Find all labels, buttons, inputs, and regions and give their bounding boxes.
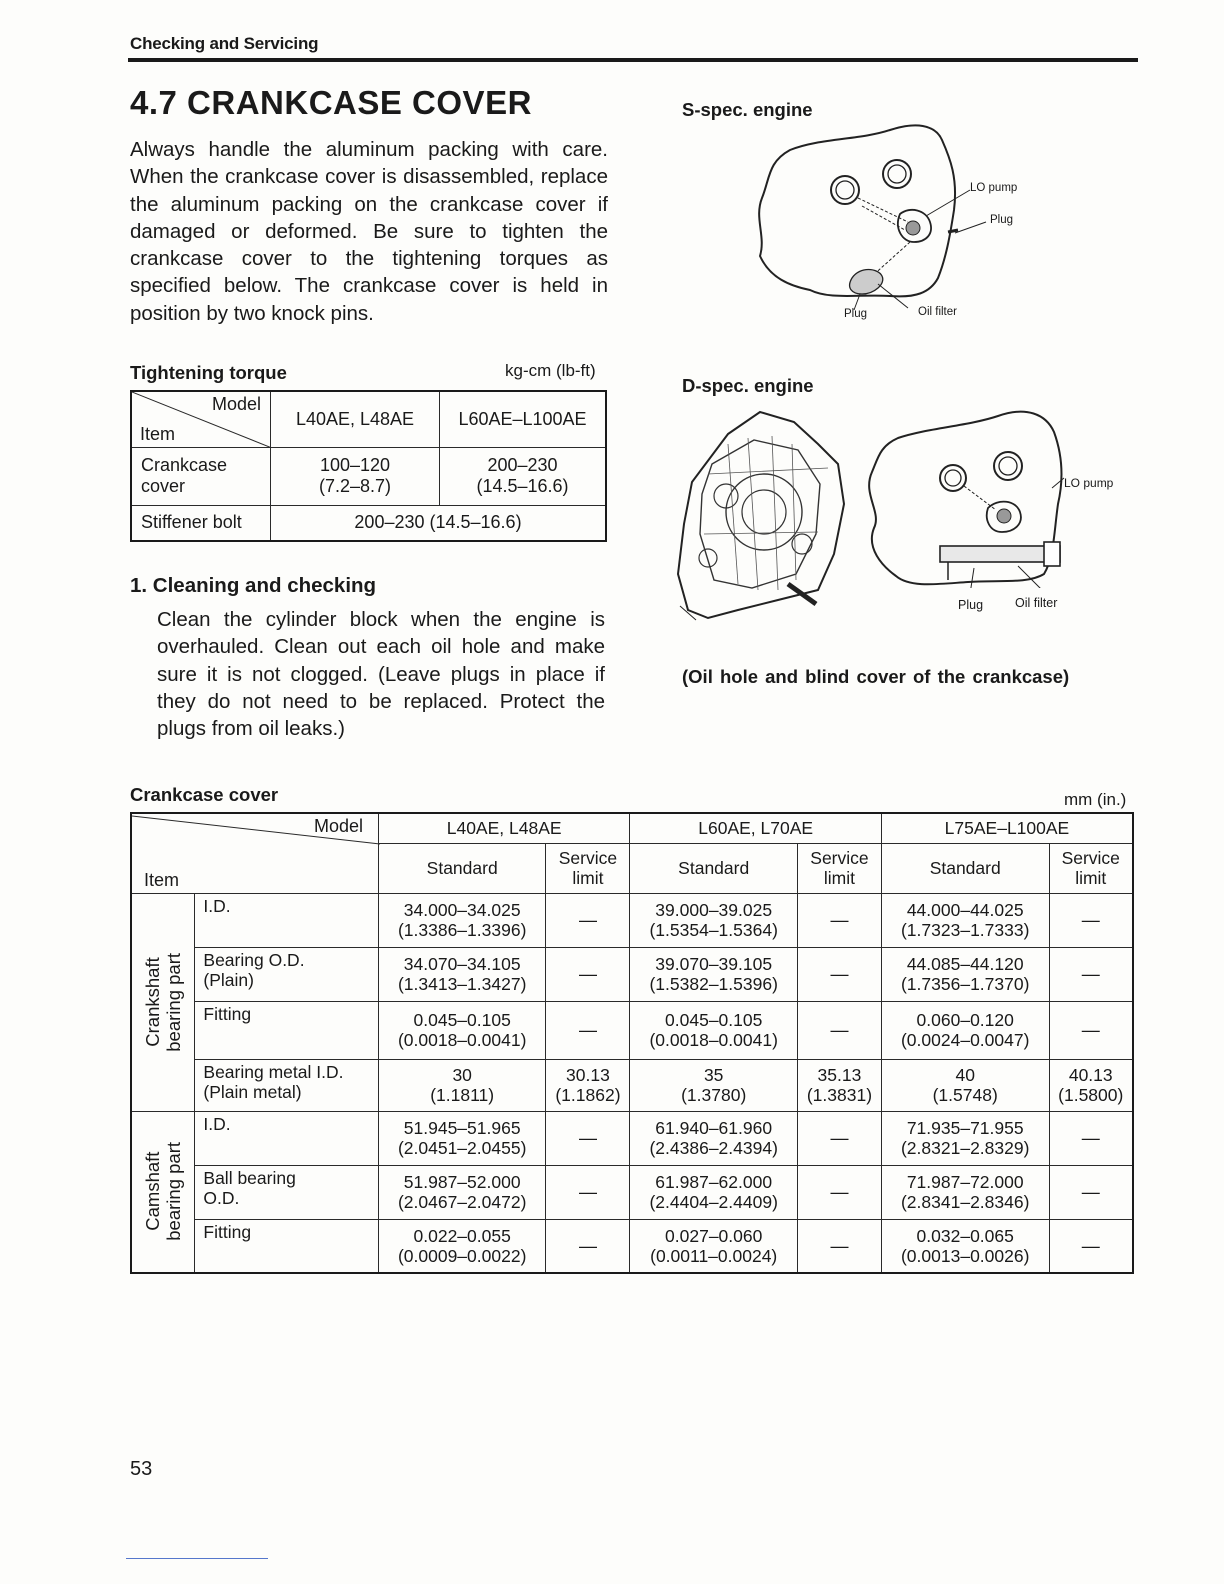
- service-limit-value: —: [797, 1111, 881, 1165]
- d-oil-filter-label: Oil filter: [1015, 596, 1058, 610]
- table-row: [131, 447, 606, 505]
- table-cell: 100–120 (7.2–8.7): [271, 447, 440, 505]
- standard-value: 0.022–0.055 (0.0009–0.0022): [378, 1219, 546, 1273]
- torque-table-title: Tightening torque: [130, 362, 287, 383]
- service-limit-header: Service limit: [1049, 843, 1133, 893]
- service-limit-value: —: [1049, 947, 1133, 1001]
- service-limit-value: —: [1049, 1165, 1133, 1219]
- service-limit-value: —: [546, 1111, 630, 1165]
- standard-value: 44.000–44.025 (1.7323–1.7333): [881, 893, 1049, 947]
- standard-value: 34.070–34.105 (1.3413–1.3427): [378, 947, 546, 1001]
- service-limit-value: —: [797, 1219, 881, 1273]
- standard-value: 51.945–51.965 (2.0451–2.0455): [378, 1111, 546, 1165]
- standard-value: 44.085–44.120 (1.7356–1.7370): [881, 947, 1049, 1001]
- cleaning-heading: 1. Cleaning and checking: [130, 574, 377, 597]
- section-title: 4.7 CRANKCASE COVER: [130, 84, 532, 121]
- service-limit-value: —: [1049, 1111, 1133, 1165]
- model-header-3: L75AE–L100AE: [881, 813, 1133, 843]
- service-limit-value: —: [546, 1001, 630, 1059]
- intro-paragraph: Always handle the aluminum packing with care. When the crankcase cover is disassembled, replace the aluminum packing on the crankcase cover if damaged or deformed. Be sure to tighten the crankcase cover to the tightening torques as specified below. The crankcase cover is held in position by two knock pins.: [130, 138, 608, 325]
- cover-table-units: mm (in.): [1064, 790, 1127, 809]
- corner-item-label: Item: [144, 870, 180, 890]
- running-header: Checking and Servicing: [130, 34, 319, 53]
- d-spec-title: D-spec. engine: [682, 375, 814, 396]
- row-label: Bearing metal I.D. (Plain metal): [195, 1059, 378, 1111]
- service-limit-header: Service limit: [797, 843, 881, 893]
- s-oil-filter-label: Oil filter: [918, 306, 957, 318]
- row-group-label: Crankshaft bearing part: [131, 893, 195, 1111]
- header-rule: [128, 58, 1138, 62]
- cover-table-title: Crankcase cover: [130, 784, 279, 805]
- row-label: Bearing O.D. (Plain): [195, 947, 378, 1001]
- standard-header: Standard: [881, 843, 1049, 893]
- cover-table-body: [131, 893, 1133, 1273]
- row-label: Crankcase cover: [131, 447, 271, 505]
- model-header-1: L40AE, L48AE: [378, 813, 630, 843]
- table-row: [131, 1219, 1133, 1273]
- corner-item-label: Item: [140, 424, 176, 444]
- service-limit-value: —: [1049, 1001, 1133, 1059]
- standard-value: 30 (1.1811): [378, 1059, 546, 1111]
- standard-header: Standard: [378, 843, 546, 893]
- figure-caption: (Oil hole and blind cover of the crankcase): [682, 666, 1070, 687]
- s-plug-label: Plug: [990, 214, 1014, 226]
- model-header-2: L60AE, L70AE: [630, 813, 882, 843]
- service-limit-value: —: [546, 947, 630, 1001]
- footer-line: [126, 1558, 268, 1559]
- standard-value: 34.000–34.025 (1.3386–1.3396): [378, 893, 546, 947]
- standard-value: 39.070–39.105 (1.5382–1.5396): [630, 947, 798, 1001]
- cover-table-corner: [131, 813, 378, 893]
- standard-value: 39.000–39.025 (1.5354–1.5364): [630, 893, 798, 947]
- page-number: 53: [130, 1458, 153, 1480]
- table-row: [131, 505, 606, 541]
- row-label: Ball bearing O.D.: [195, 1165, 378, 1219]
- service-limit-value: —: [797, 1001, 881, 1059]
- s-spec-diagram: [750, 118, 1020, 328]
- d-plug-label: Plug: [958, 598, 984, 612]
- row-label: Fitting: [195, 1001, 378, 1059]
- row-label: I.D.: [195, 893, 378, 947]
- service-limit-value: —: [797, 947, 881, 1001]
- standard-value: 71.935–71.955 (2.8321–2.8329): [881, 1111, 1049, 1165]
- table-row: [131, 893, 1133, 947]
- corner-model-label: Model: [314, 816, 364, 836]
- service-limit-header: Service limit: [546, 843, 630, 893]
- standard-value: 61.987–62.000 (2.4404–2.4409): [630, 1165, 798, 1219]
- row-group-label: Camshaft bearing part: [131, 1111, 195, 1273]
- torque-col-header-1: L40AE, L48AE: [271, 391, 440, 447]
- standard-value: 0.060–0.120 (0.0024–0.0047): [881, 1001, 1049, 1059]
- standard-value: 35 (1.3780): [630, 1059, 798, 1111]
- service-limit-value: —: [1049, 1219, 1133, 1273]
- corner-model-label: Model: [212, 394, 262, 414]
- service-limit-value: —: [1049, 893, 1133, 947]
- standard-value: 0.027–0.060 (0.0011–0.0024): [630, 1219, 798, 1273]
- table-row: [131, 1001, 1133, 1059]
- table-row: [131, 1165, 1133, 1219]
- standard-value: 71.987–72.000 (2.8341–2.8346): [881, 1165, 1049, 1219]
- crankcase-cover-table: [130, 812, 1134, 1274]
- service-limit-value: —: [546, 1165, 630, 1219]
- row-label: Stiffener bolt: [131, 505, 271, 541]
- table-row: [131, 1111, 1133, 1165]
- d-spec-cover-diagram: [858, 408, 1068, 588]
- standard-value: 61.940–61.960 (2.4386–2.4394): [630, 1111, 798, 1165]
- service-limit-value: 35.13 (1.3831): [797, 1059, 881, 1111]
- d-spec-housing-drawing: [668, 404, 868, 632]
- standard-value: 0.045–0.105 (0.0018–0.0041): [630, 1001, 798, 1059]
- d-lo-pump-label: LO pump: [1064, 476, 1114, 490]
- standard-value: 0.032–0.065 (0.0013–0.0026): [881, 1219, 1049, 1273]
- row-label: Fitting: [195, 1219, 378, 1273]
- service-limit-value: —: [546, 1219, 630, 1273]
- torque-table: [130, 390, 607, 542]
- torque-table-corner: [131, 391, 271, 447]
- standard-header: Standard: [630, 843, 798, 893]
- service-limit-value: 30.13 (1.1862): [546, 1059, 630, 1111]
- service-limit-value: —: [797, 893, 881, 947]
- service-limit-value: —: [797, 1165, 881, 1219]
- cleaning-paragraph: Clean the cylinder block when the engine is overhauled. Clean out each oil hole and make sure it is not clogged. (Leave plugs in place if they do not need to be replaced. Protect the plugs from oil leaks.): [157, 608, 605, 741]
- table-row: [131, 1059, 1133, 1111]
- s-spec-title: S-spec. engine: [682, 99, 813, 120]
- torque-table-units: kg-cm (lb-ft): [505, 361, 596, 380]
- service-limit-value: —: [546, 893, 630, 947]
- table-cell: 200–230 (14.5–16.6): [271, 505, 607, 541]
- table-cell: 200–230 (14.5–16.6): [440, 447, 607, 505]
- s-plug-label-2: Plug: [844, 308, 868, 320]
- s-lo-pump-label: LO pump: [970, 182, 1018, 194]
- torque-col-header-2: L60AE–L100AE: [440, 391, 607, 447]
- table-row: [131, 947, 1133, 1001]
- standard-value: 0.045–0.105 (0.0018–0.0041): [378, 1001, 546, 1059]
- standard-value: 40 (1.5748): [881, 1059, 1049, 1111]
- standard-value: 51.987–52.000 (2.0467–2.0472): [378, 1165, 546, 1219]
- row-label: I.D.: [195, 1111, 378, 1165]
- service-limit-value: 40.13 (1.5800): [1049, 1059, 1133, 1111]
